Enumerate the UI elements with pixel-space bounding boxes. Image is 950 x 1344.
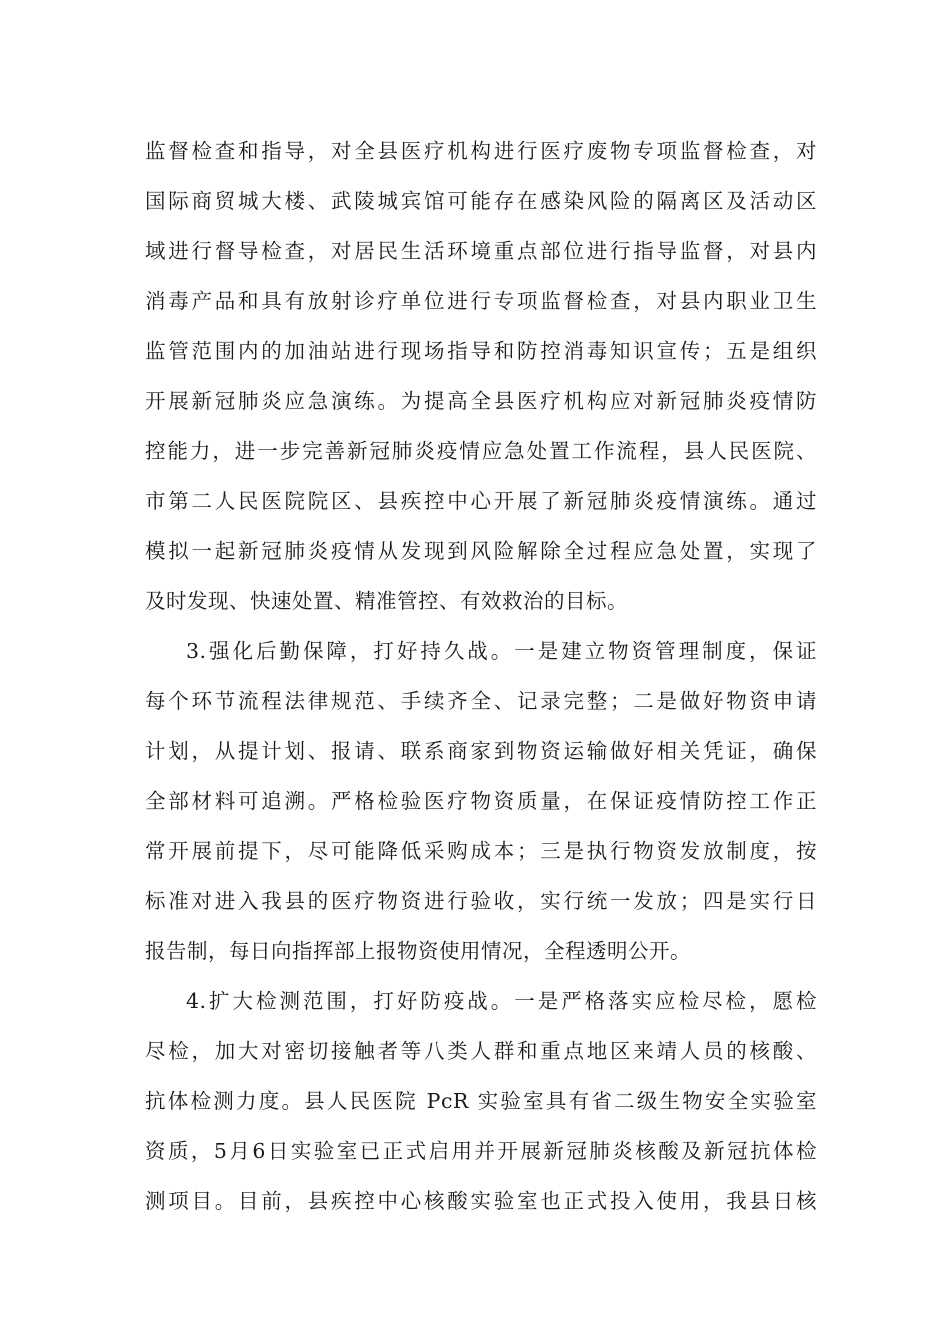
text-line: 模拟一起新冠肺炎疫情从发现到风险解除全过程应急处置，实现了 (145, 539, 817, 563)
text-line: 测项目。目前，县疾控中心核酸实验室也正式投入使用，我县日核 (145, 1189, 817, 1213)
text-line: 标准对进入我县的医疗物资进行验收，实行统一发放；四是实行日 (145, 889, 817, 913)
text-line: 消毒产品和具有放射诊疗单位进行专项监督检查，对县内职业卫生 (145, 289, 817, 313)
text-line: 控能力，进一步完善新冠肺炎疫情应急处置工作流程，县人民医院、 (145, 439, 817, 463)
text-line: 国际商贸城大楼、武陵城宾馆可能存在感染风险的隔离区及活动区 (145, 189, 817, 213)
text-line: 常开展前提下，尽可能降低采购成本；三是执行物资发放制度，按 (145, 839, 817, 863)
text-line: 及时发现、快速处置、精准管控、有效救治的目标。 (145, 589, 628, 613)
text-line: 计划，从提计划、报请、联系商家到物资运输做好相关凭证，确保 (145, 739, 817, 763)
text-line: 抗体检测力度。县人民医院 PcR 实验室具有省二级生物安全实验室 (145, 1089, 817, 1113)
text-line: 报告制，每日向指挥部上报物资使用情况，全程透明公开。 (145, 939, 691, 963)
text-line: 监督检查和指导，对全县医疗机构进行医疗废物专项监督检查，对 (145, 139, 817, 163)
section-heading-line: 3.强化后勤保障，打好持久战。一是建立物资管理制度，保证 (186, 639, 817, 663)
text-line: 资质，5月6日实验室已正式启用并开展新冠肺炎核酸及新冠抗体检 (145, 1139, 817, 1163)
text-line: 域进行督导检查，对居民生活环境重点部位进行指导监督，对县内 (145, 239, 817, 263)
text-line: 开展新冠肺炎应急演练。为提高全县医疗机构应对新冠肺炎疫情防 (145, 389, 817, 413)
text-line: 全部材料可追溯。严格检验医疗物资质量，在保证疫情防控工作正 (145, 789, 817, 813)
section-heading-line: 4.扩大检测范围，打好防疫战。一是严格落实应检尽检，愿检 (186, 989, 817, 1013)
text-line: 市第二人民医院院区、县疾控中心开展了新冠肺炎疫情演练。通过 (145, 489, 817, 513)
text-line: 每个环节流程法律规范、手续齐全、记录完整；二是做好物资申请 (145, 689, 817, 713)
text-line: 监管范围内的加油站进行现场指导和防控消毒知识宣传；五是组织 (145, 339, 817, 363)
document-body (145, 126, 817, 1226)
text-line: 尽检，加大对密切接触者等八类人群和重点地区来靖人员的核酸、 (145, 1039, 817, 1063)
